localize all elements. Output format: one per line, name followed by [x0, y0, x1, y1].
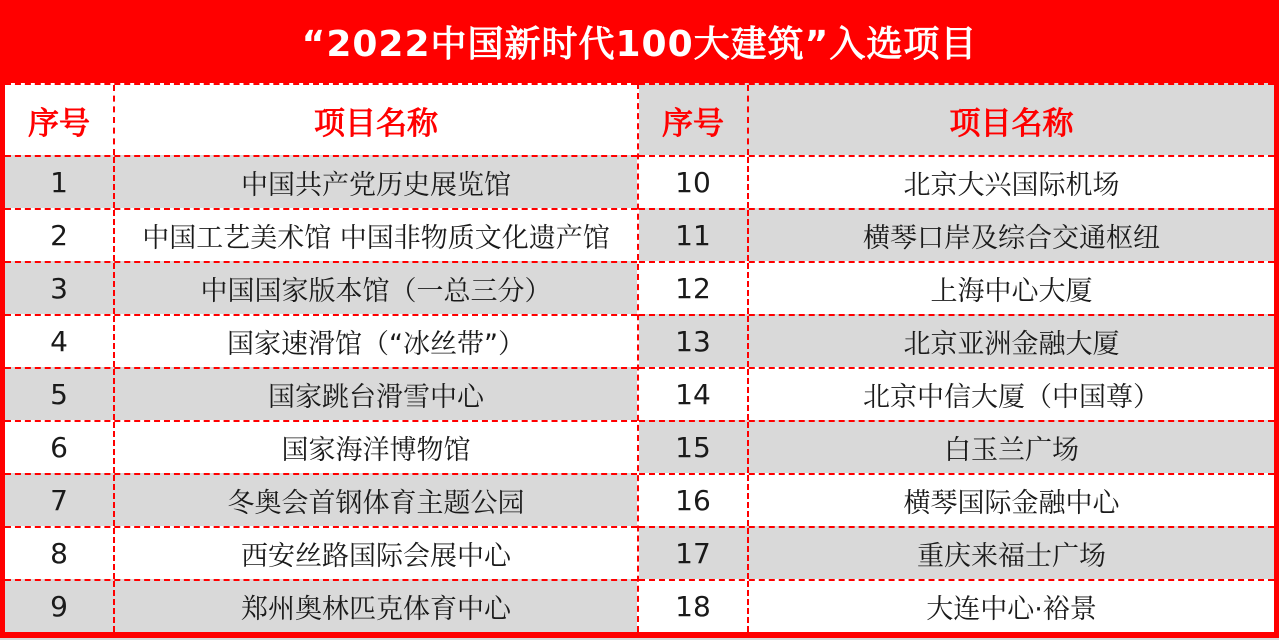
- row-index-cell: 7: [5, 475, 115, 526]
- page-title: “2022中国新时代100大建筑”入选项目: [301, 24, 978, 65]
- table-row: [639, 473, 1274, 526]
- row-index-cell: 4: [5, 316, 115, 367]
- row-name-cell: 国家海洋博物馆: [281, 435, 471, 466]
- column-header-index: 序号: [639, 85, 749, 155]
- row-name-cell: 横琴口岸及综合交通枢纽: [863, 223, 1160, 254]
- row-name-cell: 白玉兰广场: [944, 435, 1079, 466]
- table-row: [5, 526, 637, 579]
- table-row: [639, 367, 1274, 420]
- row-name-cell: 国家跳台滑雪中心: [268, 382, 484, 413]
- row-index-cell: 8: [5, 528, 115, 579]
- row-index-cell: 12: [639, 263, 749, 314]
- table-row: [5, 473, 637, 526]
- row-name-cell: 大连中心·裕景: [926, 594, 1097, 625]
- title-banner: [0, 0, 1279, 83]
- column-header-name: 项目名称: [949, 105, 1074, 142]
- table-row: [5, 579, 637, 632]
- table-right-half: [639, 83, 1274, 632]
- table-row: [639, 314, 1274, 367]
- table-row: [5, 314, 637, 367]
- row-index-cell: 1: [5, 157, 115, 208]
- table-row: [5, 420, 637, 473]
- table-row: [5, 261, 637, 314]
- row-index-cell: 11: [639, 210, 749, 261]
- row-name-cell: 上海中心大厦: [930, 276, 1093, 307]
- row-index-cell: 6: [5, 422, 115, 473]
- row-index-cell: 10: [639, 157, 749, 208]
- row-index-cell: 5: [5, 369, 115, 420]
- row-name-cell: 中国国家版本馆（一总三分）: [200, 276, 552, 307]
- row-name-cell: 中国工艺美术馆 中国非物质文化遗产馆: [142, 223, 610, 254]
- row-index-cell: 14: [639, 369, 749, 420]
- row-name-cell: 西安丝路国际会展中心: [241, 541, 511, 572]
- row-index-cell: 16: [639, 475, 749, 526]
- row-name-cell: 郑州奥林匹克体育中心: [241, 594, 511, 625]
- table-row: [639, 526, 1274, 579]
- row-index-cell: 3: [5, 263, 115, 314]
- row-index-cell: 15: [639, 422, 749, 473]
- table-row: [639, 155, 1274, 208]
- row-name-cell: 北京亚洲金融大厦: [903, 329, 1120, 360]
- row-name-cell: 中国共产党历史展览馆: [241, 170, 511, 201]
- table-row: [639, 579, 1274, 632]
- table-row: [639, 420, 1274, 473]
- row-index-cell: 2: [5, 210, 115, 261]
- row-name-cell: 冬奥会首钢体育主题公园: [227, 488, 525, 519]
- row-index-cell: 9: [5, 581, 115, 632]
- row-name-cell: 国家速滑馆（“冰丝带”）: [227, 329, 525, 360]
- table-row: [639, 261, 1274, 314]
- row-name-cell: 北京大兴国际机场: [903, 170, 1120, 201]
- table-header-row: [5, 83, 637, 155]
- column-header-index: 序号: [5, 85, 115, 155]
- table-left-half: [5, 83, 639, 632]
- table-row: [5, 155, 637, 208]
- row-index-cell: 17: [639, 528, 749, 579]
- row-index-cell: 13: [639, 316, 749, 367]
- row-name-cell: 北京中信大厦（中国尊）: [863, 382, 1160, 413]
- row-name-cell: 重庆来福士广场: [917, 541, 1106, 572]
- table-row: [5, 208, 637, 261]
- row-index-cell: 18: [639, 581, 749, 632]
- table-row: [639, 208, 1274, 261]
- table-row: [5, 367, 637, 420]
- projects-table: [0, 83, 1279, 638]
- table-header-row: [639, 83, 1274, 155]
- column-header-name: 项目名称: [314, 105, 438, 142]
- row-name-cell: 横琴国际金融中心: [903, 488, 1120, 519]
